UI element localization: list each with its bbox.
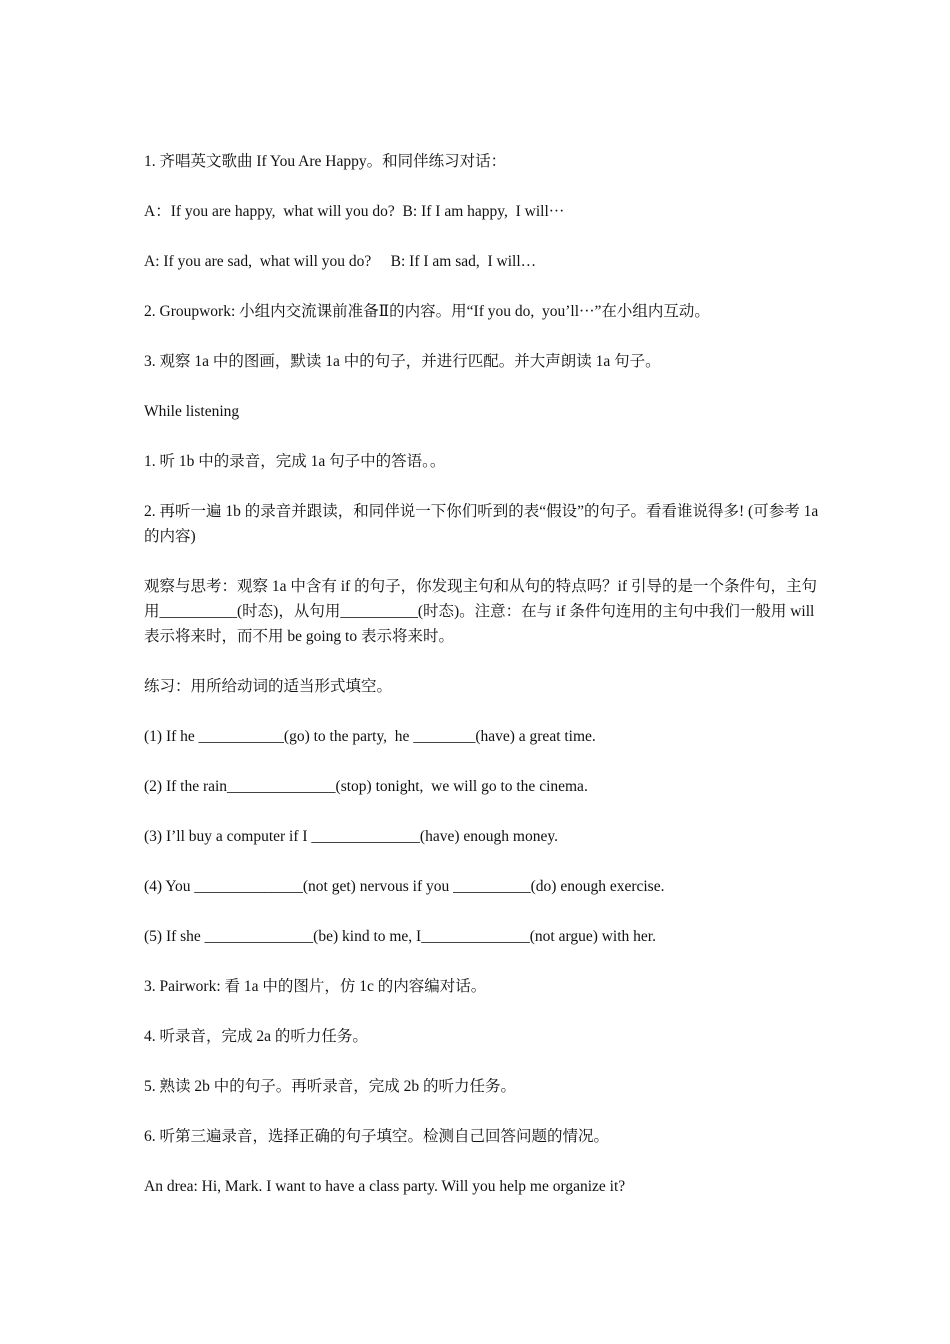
listen-2a-paragraph: 4. 听录音，完成 2a 的听力任务。 (144, 1028, 368, 1045)
observe-1a-paragraph: 3. 观察 1a 中的图画，默读 1a 中的句子，并进行匹配。并大声朗读 1a 句子。 (144, 353, 661, 370)
while-listening-heading: While listening (144, 403, 240, 420)
observe-think-paragraph: 观察与思考：观察 1a 中含有 if 的句子，你发现主句和从句的特点吗？if 引导的是一个条件句，主句用__________(时态)，从句用__________(时态)。注意：在与 if 条件句连用的主句中我们一般用 will 表示将来时，而不用 be going to 表示将来时。 (144, 578, 819, 645)
exercise-item-1: (1) If he ___________(go) to the party, he ________(have) a great time. (144, 728, 596, 745)
andrea-dialogue-line: An drea: Hi, Mark. I want to have a class party. Will you help me organize it? (144, 1178, 626, 1195)
document-page (144, 149, 824, 1224)
song-activity-paragraph: 1. 齐唱英文歌曲 If You Are Happy。和同伴练习对话： (144, 153, 507, 170)
exercise-item-3: (3) I’ll buy a computer if I ______________(have) enough money. (144, 828, 558, 845)
exercise-item-4: (4) You ______________(not get) nervous if you __________(do) enough exercise. (144, 878, 665, 895)
exercise-item-2: (2) If the rain______________(stop) tonight, we will go to the cinema. (144, 778, 588, 795)
dialogue-line-sad: A: If you are sad, what will you do? B: If I am sad, I will… (144, 253, 537, 270)
listen-1b-paragraph: 1. 听 1b 中的录音，完成 1a 句子中的答语。。 (144, 453, 446, 470)
listen-again-paragraph: 2. 再听一遍 1b 的录音并跟读，和同伴说一下你们听到的表“假设”的句子。看看谁说得多! (可参考 1a 的内容) (144, 503, 823, 545)
pairwork-paragraph: 3. Pairwork: 看 1a 中的图片，仿 1c 的内容编对话。 (144, 978, 487, 995)
exercise-instruction: 练习：用所给动词的适当形式填空。 (144, 678, 393, 695)
dialogue-line-happy: A：If you are happy, what will you do? B: If I am happy, I will··· (144, 203, 565, 220)
third-listen-paragraph: 6. 听第三遍录音，选择正确的句子填空。检测自己回答问题的情况。 (144, 1128, 610, 1145)
read-2b-paragraph: 5. 熟读 2b 中的句子。再听录音，完成 2b 的听力任务。 (144, 1078, 517, 1095)
exercise-item-5: (5) If she ______________(be) kind to me, I______________(not argue) with her. (144, 928, 656, 945)
groupwork-paragraph: 2. Groupwork: 小组内交流课前准备Ⅱ的内容。用“If you do, you’ll···”在小组内互动。 (144, 303, 710, 320)
